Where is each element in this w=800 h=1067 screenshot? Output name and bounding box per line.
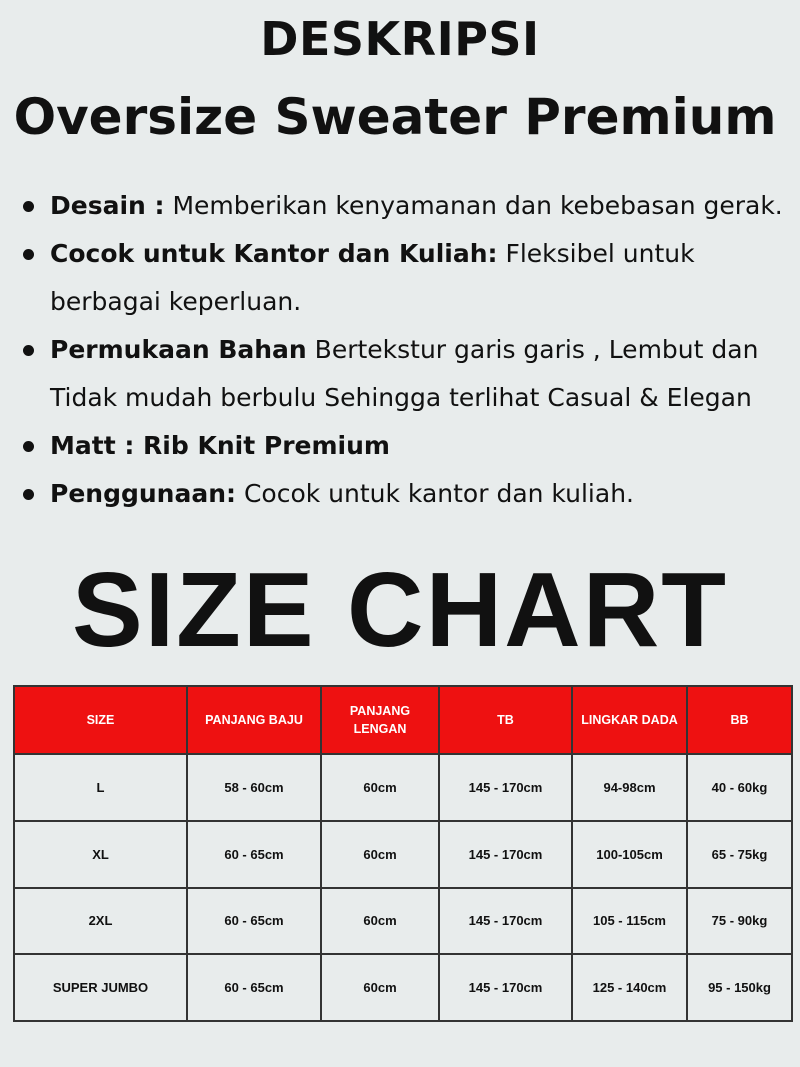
header-cell: SIZE xyxy=(14,686,187,754)
table-cell: 95 - 150kg xyxy=(687,954,792,1021)
table-row xyxy=(14,754,792,821)
bullet-icon xyxy=(23,249,34,260)
table-row xyxy=(14,888,792,955)
feature-label: Matt : Rib Knit Premium xyxy=(50,431,390,460)
feature-label: Penggunaan: xyxy=(50,479,236,508)
feature-item-desain xyxy=(18,182,800,230)
table-cell: 60 - 65cm xyxy=(187,954,321,1021)
table-cell: 100-105cm xyxy=(572,821,687,888)
feature-label: Permukaan Bahan xyxy=(50,335,307,364)
table-cell: 145 - 170cm xyxy=(439,954,572,1021)
product-title: Oversize Sweater Premium xyxy=(13,88,777,146)
bullet-icon xyxy=(23,201,34,212)
feature-text: Bertekstur garis garis , Lembut dan Tidak mudah berbulu Sehingga terlihat Casual & Elegan xyxy=(50,335,759,412)
table-cell: 60cm xyxy=(321,821,439,888)
header-cell: BB xyxy=(687,686,792,754)
table-cell: 60 - 65cm xyxy=(187,821,321,888)
feature-item-penggunaan xyxy=(18,470,800,518)
feature-text: Fleksibel untuk berbagai keperluan. xyxy=(50,239,695,316)
size-chart-table xyxy=(13,685,793,1022)
table-cell: 145 - 170cm xyxy=(439,754,572,821)
table-cell: 60 - 65cm xyxy=(187,888,321,955)
header-cell: PANJANG BAJU xyxy=(187,686,321,754)
feature-list xyxy=(18,182,800,518)
feature-label: Desain : xyxy=(50,191,165,220)
table-cell: 145 - 170cm xyxy=(439,821,572,888)
feature-label: Cocok untuk Kantor dan Kuliah: xyxy=(50,239,498,268)
table-cell: 58 - 60cm xyxy=(187,754,321,821)
table-header-row xyxy=(14,686,792,754)
table-cell: L xyxy=(14,754,187,821)
table-cell: 125 - 140cm xyxy=(572,954,687,1021)
size-chart-title: SIZE CHART xyxy=(72,551,728,669)
feature-item-cocok xyxy=(18,230,800,326)
header-cell: PANJANG LENGAN xyxy=(321,686,439,754)
bullet-icon xyxy=(23,441,34,452)
table-cell: 2XL xyxy=(14,888,187,955)
heading-deskripsi: DESKRIPSI xyxy=(260,12,540,66)
table-cell: 40 - 60kg xyxy=(687,754,792,821)
header-cell: LINGKAR DADA xyxy=(572,686,687,754)
table-row xyxy=(14,821,792,888)
table-cell: XL xyxy=(14,821,187,888)
table-cell: 75 - 90kg xyxy=(687,888,792,955)
bullet-icon xyxy=(23,489,34,500)
table-row xyxy=(14,954,792,1021)
feature-item-matt xyxy=(18,422,800,470)
bullet-icon xyxy=(23,345,34,356)
table-cell: 60cm xyxy=(321,754,439,821)
header-cell: TB xyxy=(439,686,572,754)
table-cell: 60cm xyxy=(321,954,439,1021)
feature-text: Memberikan kenyamanan dan kebebasan gerak. xyxy=(164,191,783,220)
table-cell: 94-98cm xyxy=(572,754,687,821)
table-cell: 105 - 115cm xyxy=(572,888,687,955)
feature-text: Cocok untuk kantor dan kuliah. xyxy=(236,479,634,508)
table-cell: 145 - 170cm xyxy=(439,888,572,955)
table-cell: SUPER JUMBO xyxy=(14,954,187,1021)
table-cell: 60cm xyxy=(321,888,439,955)
feature-item-permukaan xyxy=(18,326,800,422)
table-cell: 65 - 75kg xyxy=(687,821,792,888)
